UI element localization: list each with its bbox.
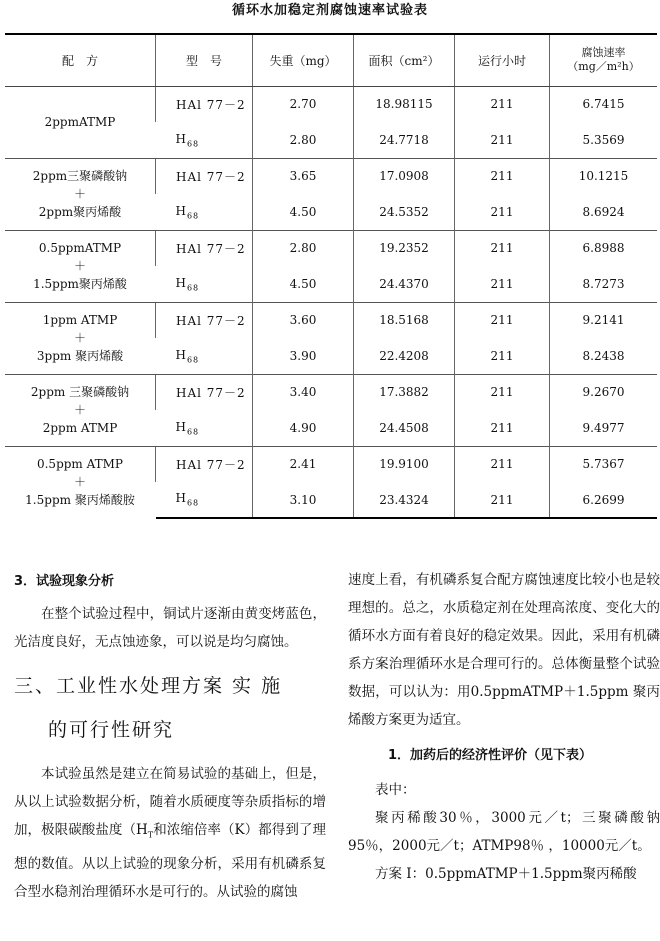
rate-cell: 8.2438	[550, 338, 658, 374]
header-weight-loss: 失重（mg）	[253, 34, 354, 86]
header-hours: 运行小时	[455, 34, 550, 86]
rate-cell: 9.4977	[550, 410, 658, 446]
formula-cell	[5, 86, 156, 158]
type-cell	[156, 302, 253, 338]
area-cell: 24.4508	[354, 410, 455, 446]
type-cell	[156, 230, 253, 266]
type-value: H	[175, 203, 187, 218]
area-cell: 18.98115	[354, 86, 455, 122]
formula-line: 2ppm ATMP	[42, 421, 118, 435]
formula-line: ＋	[73, 331, 86, 345]
header-rate-line2: （mg／m²h）	[567, 60, 640, 74]
formula-line: 3ppm 聚丙烯酸	[36, 349, 124, 363]
formula-line: 0.5ppm ATMP	[36, 457, 123, 472]
type-subscript: 68	[186, 210, 200, 220]
area-cell: 24.5352	[354, 194, 455, 230]
weight-cell: 2.41	[253, 446, 354, 482]
formula-cell	[5, 158, 156, 230]
formula-line: 1.5ppm聚丙烯酸	[33, 277, 127, 291]
type-value: HAl 77－2	[176, 385, 246, 400]
type-cell	[156, 194, 253, 230]
weight-cell: 2.80	[253, 230, 354, 266]
weight-cell: 3.40	[253, 374, 354, 410]
type-cell	[156, 122, 253, 158]
formula-cell	[5, 446, 156, 518]
hours-cell: 211	[455, 86, 550, 122]
type-subscript: 68	[186, 138, 200, 148]
type-subscript: 68	[186, 354, 200, 364]
hours-cell: 211	[455, 158, 550, 194]
type-value: HAl 77－2	[176, 241, 246, 256]
rate-cell: 6.8988	[550, 230, 658, 266]
table-header-row	[5, 34, 657, 86]
rate-cell: 8.7273	[550, 266, 658, 302]
formula-line: ＋	[73, 187, 86, 201]
weight-cell: 4.90	[253, 410, 354, 446]
rate-cell: 9.2141	[550, 302, 658, 338]
feasibility-paragraph	[14, 760, 326, 906]
header-type: 型 号	[156, 34, 253, 86]
header-rate-line1: 腐蚀速率	[581, 46, 626, 60]
scheme-1: 方案 I：0.5ppmATMP＋1.5ppm聚丙稀酸	[375, 866, 637, 882]
weight-cell: 3.90	[253, 338, 354, 374]
rate-cell: 6.2699	[550, 482, 658, 518]
hours-cell: 211	[455, 122, 550, 158]
type-subscript: 68	[186, 282, 200, 292]
type-value: H	[175, 131, 187, 146]
formula-line: 2ppm三聚磷酸钠	[32, 169, 128, 183]
area-cell: 17.3882	[354, 374, 455, 410]
right-column	[348, 566, 660, 888]
area-cell: 18.5168	[354, 302, 455, 338]
hours-cell: 211	[455, 374, 550, 410]
table-row	[5, 86, 657, 122]
left-column	[14, 568, 326, 906]
type-value: HAl 77－2	[176, 169, 246, 184]
type-subscript: 68	[186, 426, 200, 436]
hours-cell: 211	[455, 230, 550, 266]
chapter-heading	[14, 664, 326, 752]
feasibility-text-a: 本试验虽然是建立在简易试验的基础上，但是，从以上试验数据分析，随着水质硬度等杂质指标的增加，极限碳酸盐度（H	[14, 766, 326, 838]
type-value: HAl 77－2	[176, 457, 246, 472]
weight-cell: 2.70	[253, 86, 354, 122]
type-cell	[156, 86, 253, 122]
type-value: H	[175, 347, 187, 362]
formula-line: 2ppm 三聚磷酸钠	[30, 385, 130, 399]
type-value: H	[175, 491, 187, 506]
type-value: HAl 77－2	[176, 313, 246, 328]
header-rate	[550, 34, 658, 86]
formula-cell	[5, 374, 156, 446]
area-cell: 17.0908	[354, 158, 455, 194]
area-cell: 22.4208	[354, 338, 455, 374]
type-value: H	[175, 419, 187, 434]
formula-line: 2ppmATMP	[44, 115, 116, 129]
hours-cell: 211	[455, 482, 550, 518]
type-value: H	[175, 275, 187, 290]
type-subscript: 68	[186, 498, 200, 508]
chapter-heading-line1: 三、工业性水处理方案 实 施	[14, 675, 283, 697]
rate-cell: 5.7367	[550, 446, 658, 482]
formula-line: ＋	[73, 403, 86, 417]
table-title: 循环水加稳定剂腐蚀速率试验表	[231, 3, 428, 18]
header-formula: 配 方	[5, 34, 156, 86]
section-3-body: 在整个试验过程中，铜试片逐渐由黄变烤蓝色，光洁度良好，无点蚀迹象，可以说是均匀腐蚀。	[14, 606, 326, 650]
area-cell: 24.7718	[354, 122, 455, 158]
type-cell	[156, 374, 253, 410]
formula-line: 0.5ppmATMP	[38, 241, 122, 255]
hours-cell: 211	[455, 302, 550, 338]
type-cell	[156, 410, 253, 446]
table-row	[5, 230, 657, 266]
weight-cell: 4.50	[253, 266, 354, 302]
formula-line: 1.5ppm 聚丙烯酸胺	[25, 493, 135, 508]
section-3-title: 3．试验现象分析	[14, 574, 115, 589]
hours-cell: 211	[455, 410, 550, 446]
table-note: 表中：	[375, 782, 416, 798]
formula-line: 1ppm ATMP	[42, 313, 118, 327]
table-row	[5, 302, 657, 338]
corrosion-rate-table	[5, 33, 657, 519]
hours-cell: 211	[455, 446, 550, 482]
area-cell: 19.2352	[354, 230, 455, 266]
rate-cell: 6.7415	[550, 86, 658, 122]
header-area: 面积（cm²）	[354, 34, 455, 86]
table-row	[5, 158, 657, 194]
weight-cell: 4.50	[253, 194, 354, 230]
hours-cell: 211	[455, 266, 550, 302]
weight-cell: 3.65	[253, 158, 354, 194]
type-cell	[156, 482, 253, 518]
area-cell: 24.4370	[354, 266, 455, 302]
economic-eval-title: 1．加药后的经济性评价（见下表）	[388, 748, 593, 763]
type-cell	[156, 446, 253, 482]
weight-cell: 3.60	[253, 302, 354, 338]
type-cell	[156, 158, 253, 194]
weight-cell: 2.80	[253, 122, 354, 158]
feasibility-text-b: 和浓缩倍率（K）都得到了理想的数值。从以上试验的现象分析，采用有机磷系复合型水稳剂治理循环水是可行的。从试验的腐蚀	[14, 822, 326, 900]
rate-cell: 8.6924	[550, 194, 658, 230]
type-value: HAl 77－2	[176, 97, 246, 112]
area-cell: 19.9100	[354, 446, 455, 482]
rate-cell: 5.3569	[550, 122, 658, 158]
formula-cell	[5, 302, 156, 374]
conclusion-paragraph: 速度上看，有机磷系复合配方腐蚀速度比较小也是较理想的。总之，水质稳定剂在处理高浓度、变化大的循环水方面有着良好的稳定效果。因此，采用有机磷系方案治理循环水是合理可行的。总体衡量整个试验数据，可以认为：用0.5ppmATMP＋1.5ppm 聚丙烯酸方案更为适宜。	[348, 572, 660, 728]
formula-line: ＋	[73, 475, 86, 490]
table-row	[5, 374, 657, 410]
rate-cell: 9.2670	[550, 374, 658, 410]
rate-cell: 10.1215	[550, 158, 658, 194]
chapter-heading-line2: 的可行性研究	[48, 719, 175, 741]
formula-line: ＋	[73, 259, 86, 273]
hours-cell: 211	[455, 338, 550, 374]
type-cell	[156, 338, 253, 374]
type-cell	[156, 266, 253, 302]
hours-cell: 211	[455, 194, 550, 230]
area-cell: 23.4324	[354, 482, 455, 518]
table-body	[5, 86, 657, 518]
price-list: 聚丙稀酸30％，3000元／t；三聚磷酸钠95％，2000元／t；ATMP98％ ，10000元／t。	[348, 810, 660, 854]
table-row	[5, 446, 657, 482]
formula-line: 2ppm聚丙烯酸	[38, 205, 122, 219]
formula-cell	[5, 230, 156, 302]
weight-cell: 3.10	[253, 482, 354, 518]
feasibility-subscript: T	[147, 830, 154, 840]
